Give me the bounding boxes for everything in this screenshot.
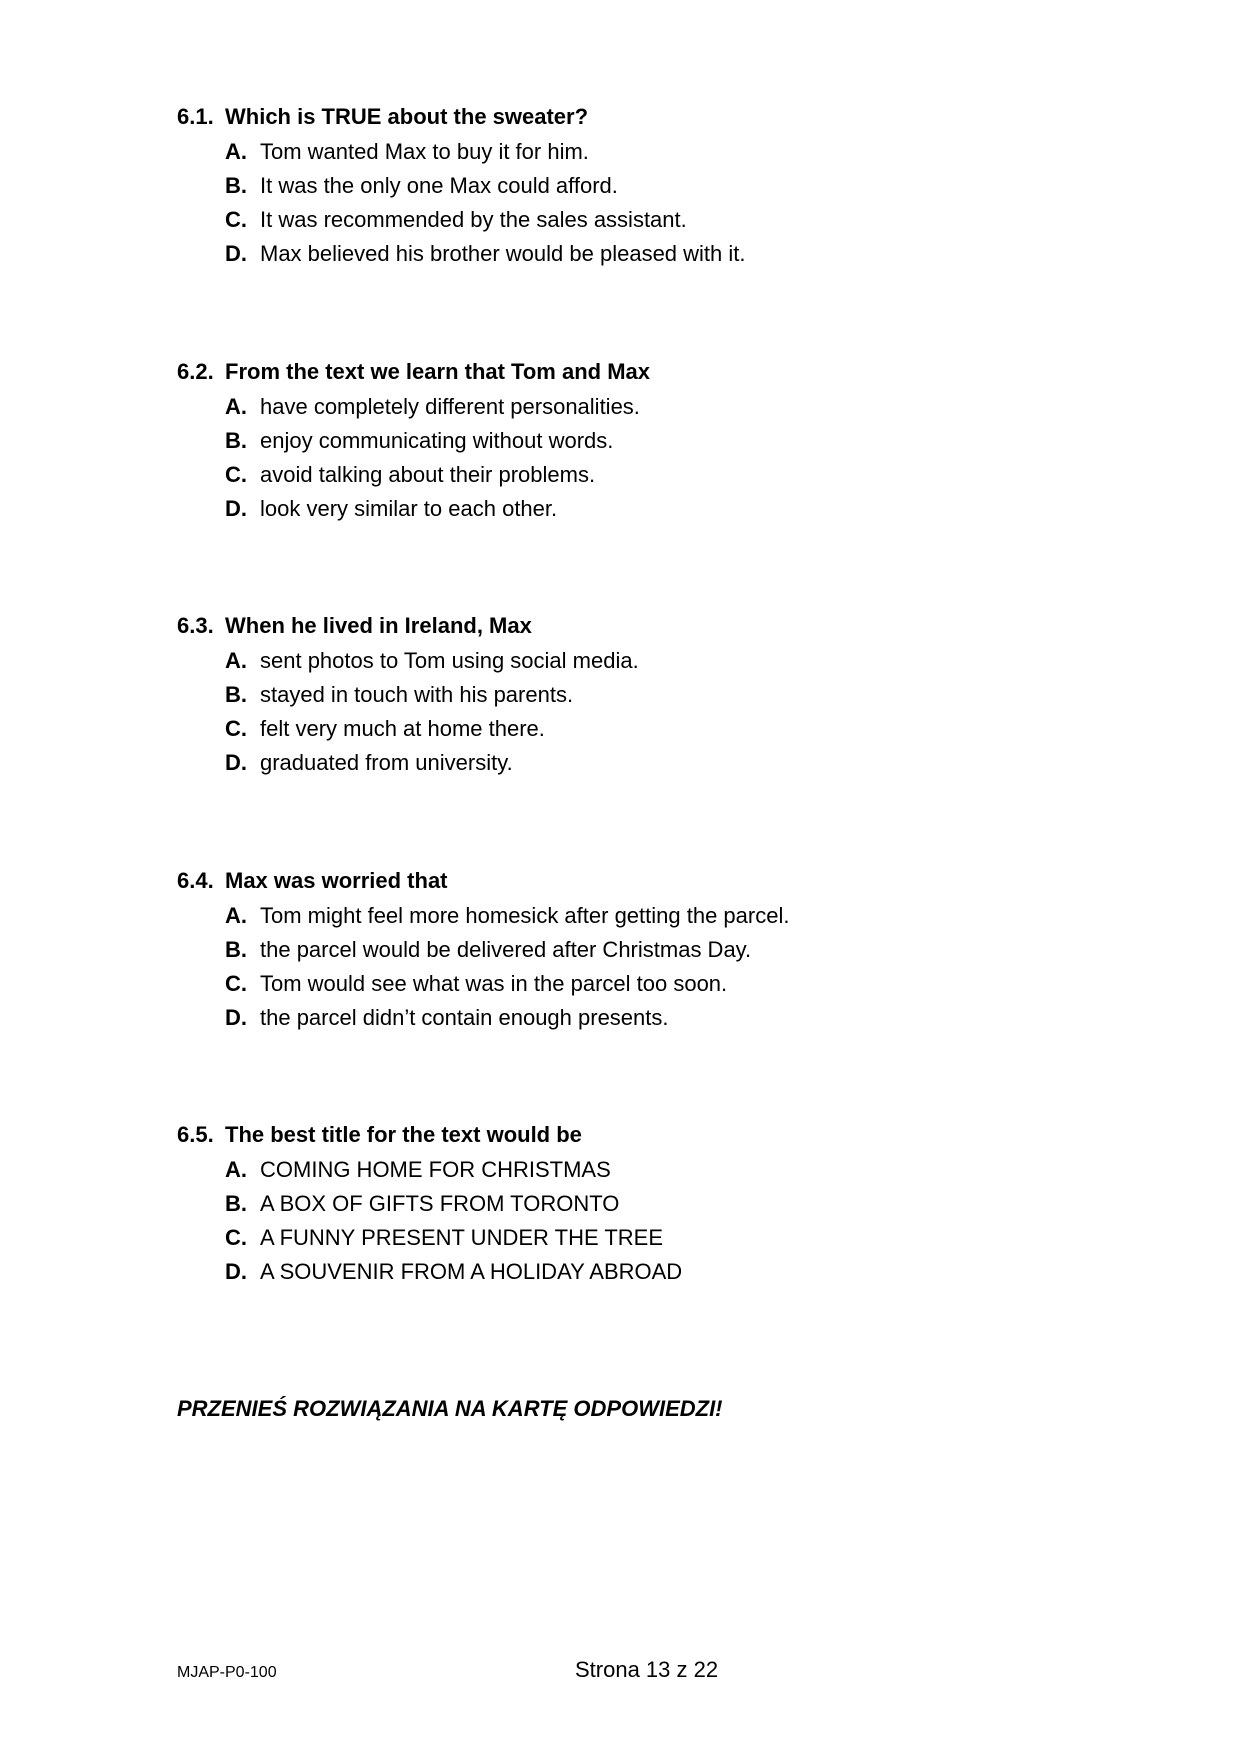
question-number: 6.3. [177, 613, 214, 638]
option-d[interactable] [225, 1255, 1077, 1289]
option-letter: D. [225, 241, 247, 266]
question-6-2 [177, 358, 1077, 526]
option-text: the parcel would be delivered after Christmas Day. [260, 937, 752, 962]
option-c[interactable] [225, 458, 1077, 492]
option-text: It was the only one Max could afford. [260, 173, 618, 198]
option-text: graduated from university. [260, 750, 513, 775]
question-number: 6.1. [177, 104, 214, 129]
option-letter: D. [225, 1005, 247, 1030]
option-text: avoid talking about their problems. [260, 462, 596, 487]
option-d[interactable] [225, 492, 1077, 526]
option-b[interactable] [225, 933, 1077, 967]
question-stem [177, 867, 1077, 895]
question-text: Which is TRUE about the sweater? [225, 104, 589, 129]
options-list [177, 644, 1077, 780]
option-text: enjoy communicating without words. [260, 428, 614, 453]
options-list [177, 1153, 1077, 1289]
question-6-4 [177, 867, 1077, 1035]
option-text: look very similar to each other. [260, 496, 558, 521]
option-c[interactable] [225, 203, 1077, 237]
question-6-1 [177, 103, 1077, 271]
page-number: Strona 13 z 22 [575, 1657, 719, 1682]
option-letter: D. [225, 1259, 247, 1284]
option-text: stayed in touch with his parents. [260, 682, 574, 707]
option-letter: A. [225, 139, 247, 164]
question-stem [177, 358, 1077, 386]
question-6-5 [177, 1121, 1077, 1289]
option-text: Tom wanted Max to buy it for him. [260, 139, 589, 164]
option-d[interactable] [225, 1001, 1077, 1035]
question-number: 6.2. [177, 359, 214, 384]
question-number: 6.4. [177, 868, 214, 893]
question-stem [177, 1121, 1077, 1149]
question-text: Max was worried that [225, 868, 448, 893]
option-d[interactable] [225, 237, 1077, 271]
option-c[interactable] [225, 1221, 1077, 1255]
option-letter: D. [225, 750, 247, 775]
option-b[interactable] [225, 424, 1077, 458]
question-text: The best title for the text would be [225, 1122, 582, 1147]
option-text: felt very much at home there. [260, 716, 545, 741]
option-letter: D. [225, 496, 247, 521]
question-text: From the text we learn that Tom and Max [225, 359, 650, 384]
question-number: 6.5. [177, 1122, 214, 1147]
option-c[interactable] [225, 967, 1077, 1001]
option-letter: C. [225, 207, 247, 232]
option-d[interactable] [225, 746, 1077, 780]
option-letter: A. [225, 903, 247, 928]
option-b[interactable] [225, 169, 1077, 203]
question-stem [177, 103, 1077, 131]
option-a[interactable] [225, 135, 1077, 169]
option-text: Tom might feel more homesick after getting the parcel. [260, 903, 790, 928]
option-text: the parcel didn’t contain enough presents. [260, 1005, 669, 1030]
option-text: A FUNNY PRESENT UNDER THE TREE [260, 1225, 664, 1250]
question-text: When he lived in Ireland, Max [225, 613, 532, 638]
option-letter: B. [225, 428, 247, 453]
option-text: COMING HOME FOR CHRISTMAS [260, 1157, 611, 1182]
transfer-answers-instruction: PRZENIEŚ ROZWIĄZANIA NA KARTĘ ODPOWIEDZI! [177, 1396, 723, 1421]
option-letter: A. [225, 394, 247, 419]
exam-code: MJAP-P0-100 [177, 1664, 277, 1681]
option-letter: B. [225, 173, 247, 198]
option-text: Tom would see what was in the parcel too soon. [260, 971, 728, 996]
option-a[interactable] [225, 1153, 1077, 1187]
option-letter: B. [225, 937, 247, 962]
option-text: A SOUVENIR FROM A HOLIDAY ABROAD [260, 1259, 683, 1284]
option-c[interactable] [225, 712, 1077, 746]
option-b[interactable] [225, 1187, 1077, 1221]
option-text: A BOX OF GIFTS FROM TORONTO [260, 1191, 620, 1216]
option-letter: C. [225, 971, 247, 996]
option-letter: C. [225, 1225, 247, 1250]
option-a[interactable] [225, 899, 1077, 933]
option-letter: A. [225, 1157, 247, 1182]
option-letter: A. [225, 648, 247, 673]
option-text: sent photos to Tom using social media. [260, 648, 639, 673]
option-a[interactable] [225, 390, 1077, 424]
options-list [177, 899, 1077, 1035]
option-text: It was recommended by the sales assistant. [260, 207, 687, 232]
option-letter: C. [225, 716, 247, 741]
option-letter: C. [225, 462, 247, 487]
question-stem [177, 612, 1077, 640]
option-b[interactable] [225, 678, 1077, 712]
option-a[interactable] [225, 644, 1077, 678]
option-letter: B. [225, 682, 247, 707]
options-list [177, 390, 1077, 526]
options-list [177, 135, 1077, 271]
question-6-3 [177, 612, 1077, 780]
option-letter: B. [225, 1191, 247, 1216]
option-text: Max believed his brother would be pleased with it. [260, 241, 746, 266]
option-text: have completely different personalities. [260, 394, 640, 419]
